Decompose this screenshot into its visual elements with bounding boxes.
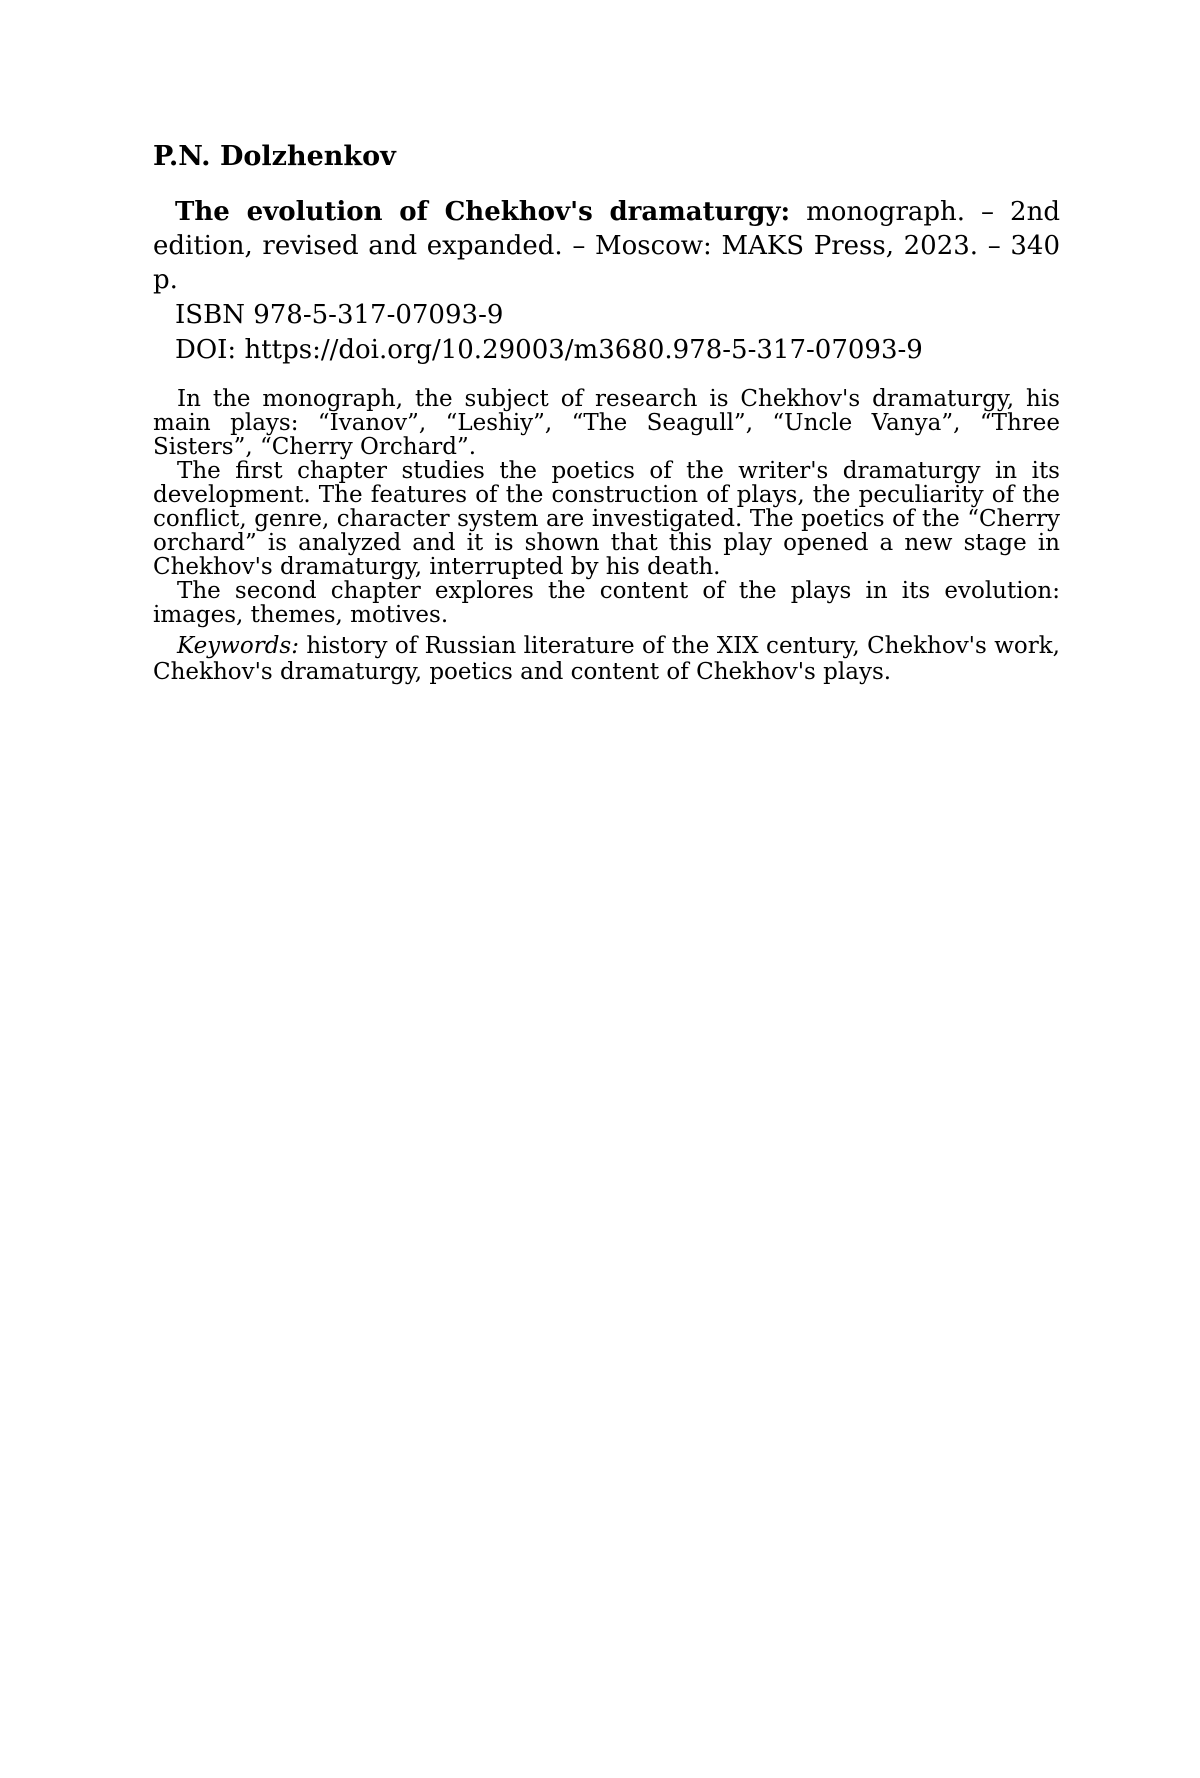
book-title: The evolution of Chekhov's dramaturgy:: [175, 197, 791, 227]
author-name: P.N. Dolzhenkov: [153, 141, 396, 172]
abstract-paragraph-3: The second chapter explores the content of the plays in its evolution: images, themes, motives.: [153, 578, 1060, 628]
isbn: ISBN 978-5-317-07093-9: [175, 300, 504, 330]
bibliographic-citation: [153, 195, 1060, 297]
keywords: [153, 633, 1060, 685]
document-page: [153, 140, 1060, 685]
keywords-label: Keywords:: [177, 633, 299, 659]
abstract-paragraph-2: The first chapter studies the poetics of the writer's dramaturgy in its development. The features of the construction of plays, the peculiarity of the conflict, genre, character system are investigated. The poetics of the “Cherry orchard” is analyzed and it is shown that this play opened a new stage in Chekhov's dramaturgy, interrupted by his death.: [153, 458, 1060, 580]
doi: DOI: https://doi.org/10.29003/m3680.978-5-317-07093-9: [175, 335, 923, 365]
abstract-paragraph-1: In the monograph, the subject of research is Chekhov's dramaturgy, his main plays: “Ivanov”, “Leshiy”, “The Seagull”, “Uncle Vanya”, “Three Sisters”, “Cherry Orchard”.: [153, 386, 1060, 460]
abstract: [153, 387, 1060, 685]
citation-details: monograph. – 2nd edition, revised and expanded. – Moscow: MAKS Press, 2023. – 340 p.: [153, 197, 1060, 295]
keywords-text: history of Russian literature of the XIX century, Chekhov's work, Chekhov's dramaturgy, poetics and content of Chekhov's plays.: [153, 633, 1060, 685]
